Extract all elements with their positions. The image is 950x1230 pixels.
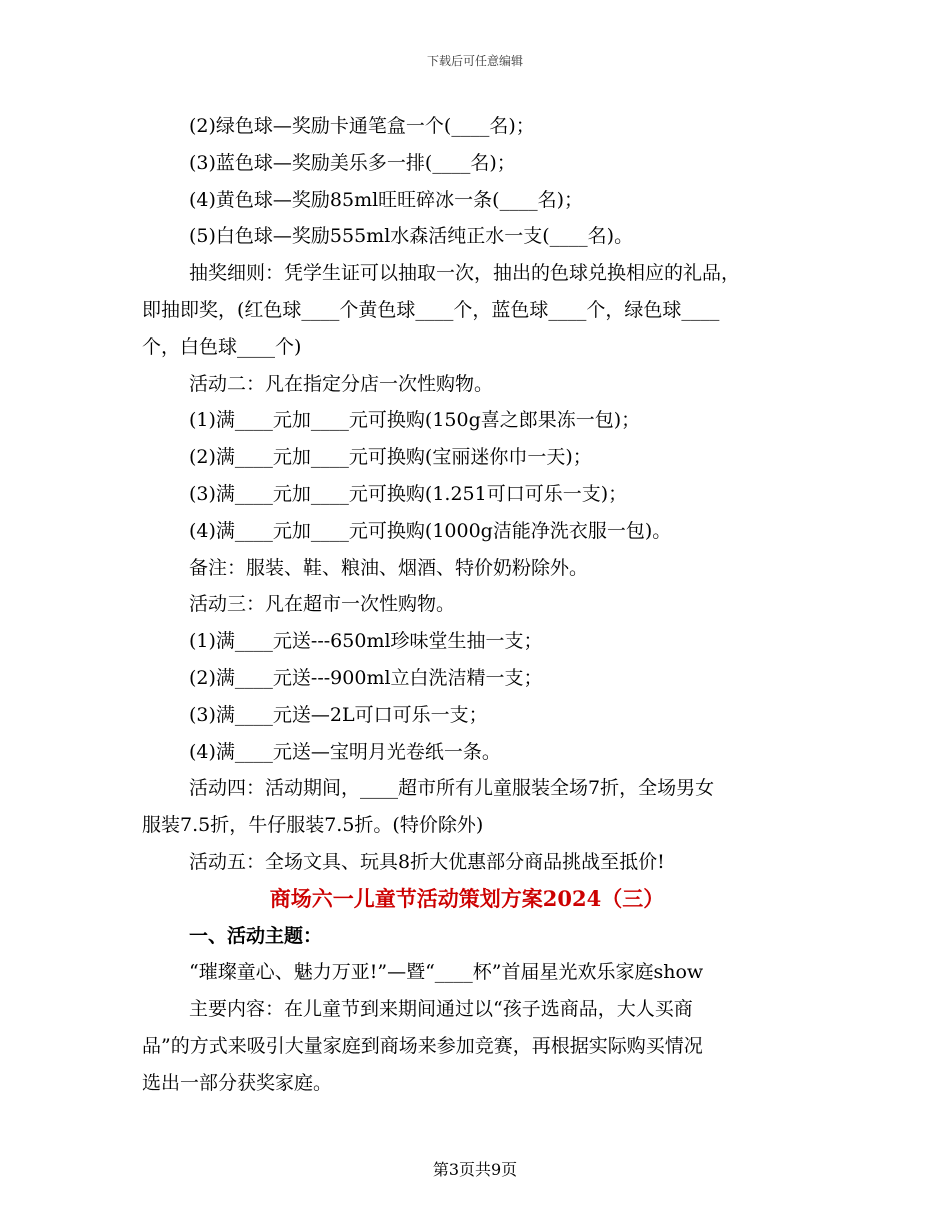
activity-three-item-2: (2)满____元送---900ml立白洗洁精一支； xyxy=(189,666,543,689)
theme-heading: 一、活动主题： xyxy=(189,924,323,947)
activity-three-item-3: (3)满____元送—2L可口可乐一支； xyxy=(189,703,488,726)
main-content-line-1: 主要内容：在儿童节到来期间通过以“孩子选商品，大人买商 xyxy=(189,998,693,1021)
activity-two-item-1: (1)满____元加____元可换购(150g喜之郎果冻一包)； xyxy=(189,409,641,432)
main-content-line-3: 选出一部分获奖家庭。 xyxy=(142,1071,333,1094)
activity-two-item-4: (4)满____元加____元可换购(1000g洁能净洗衣服一包)。 xyxy=(189,519,672,542)
prize-item-5: (5)白色球—奖励555ml水森活纯正水一支(____名)。 xyxy=(189,225,634,248)
activity-five-line: 活动五：全场文具、玩具8折大优惠部分商品挑战至抵价! xyxy=(189,850,665,873)
activity-two-item-3: (3)满____元加____元可换购(1.251可口可乐一支)； xyxy=(189,482,628,505)
activity-three-heading: 活动三：凡在超市一次性购物。 xyxy=(189,593,456,616)
document-body xyxy=(142,108,822,1102)
activity-four-line-1: 活动四：活动期间，____超市所有儿童服装全场7折，全场男女 xyxy=(189,777,715,800)
prize-item-3: (3)蓝色球—奖励美乐多一排(____名)； xyxy=(189,151,516,174)
main-content-line-2: 品”的方式来吸引大量家庭到商场来参加竞赛，再根据实际购买情况 xyxy=(142,1034,703,1057)
lottery-rules-line-1: 抽奖细则：凭学生证可以抽取一次，抽出的色球兑换相应的礼品， xyxy=(189,262,741,285)
activity-three-item-1: (1)满____元送---650ml珍味堂生抽一支； xyxy=(189,630,543,653)
lottery-rules-line-2: 即抽即奖，(红色球____个黄色球____个，蓝色球____个，绿色球____ xyxy=(142,298,720,321)
prize-item-2: (2)绿色球—奖励卡通笔盒一个(____名)； xyxy=(189,115,535,137)
theme-line: “璀璨童心、魅力万亚!”—暨“____杯”首届星光欢乐家庭show xyxy=(189,961,704,984)
activity-two-heading: 活动二：凡在指定分店一次性购物。 xyxy=(189,372,494,395)
activity-three-item-4: (4)满____元送—宝明月光卷纸一条。 xyxy=(189,740,501,763)
prize-item-4: (4)黄色球—奖励85ml旺旺碎冰一条(____名)； xyxy=(189,188,584,211)
activity-two-item-2: (2)满____元加____元可换购(宝丽迷你巾一天)； xyxy=(189,446,592,469)
remark-line: 备注：服装、鞋、粮油、烟酒、特价奶粉除外。 xyxy=(189,556,589,579)
page-footer: 第3页共9页 xyxy=(432,1160,518,1179)
header-note: 下载后可任意编辑 xyxy=(426,54,523,68)
section-title: 商场六一儿童节活动策划方案2024（三） xyxy=(269,885,665,911)
lottery-rules-line-3: 个，白色球____个) xyxy=(142,335,302,358)
activity-four-line-2: 服装7.5折，牛仔服装7.5折。(特价除外) xyxy=(142,814,484,837)
